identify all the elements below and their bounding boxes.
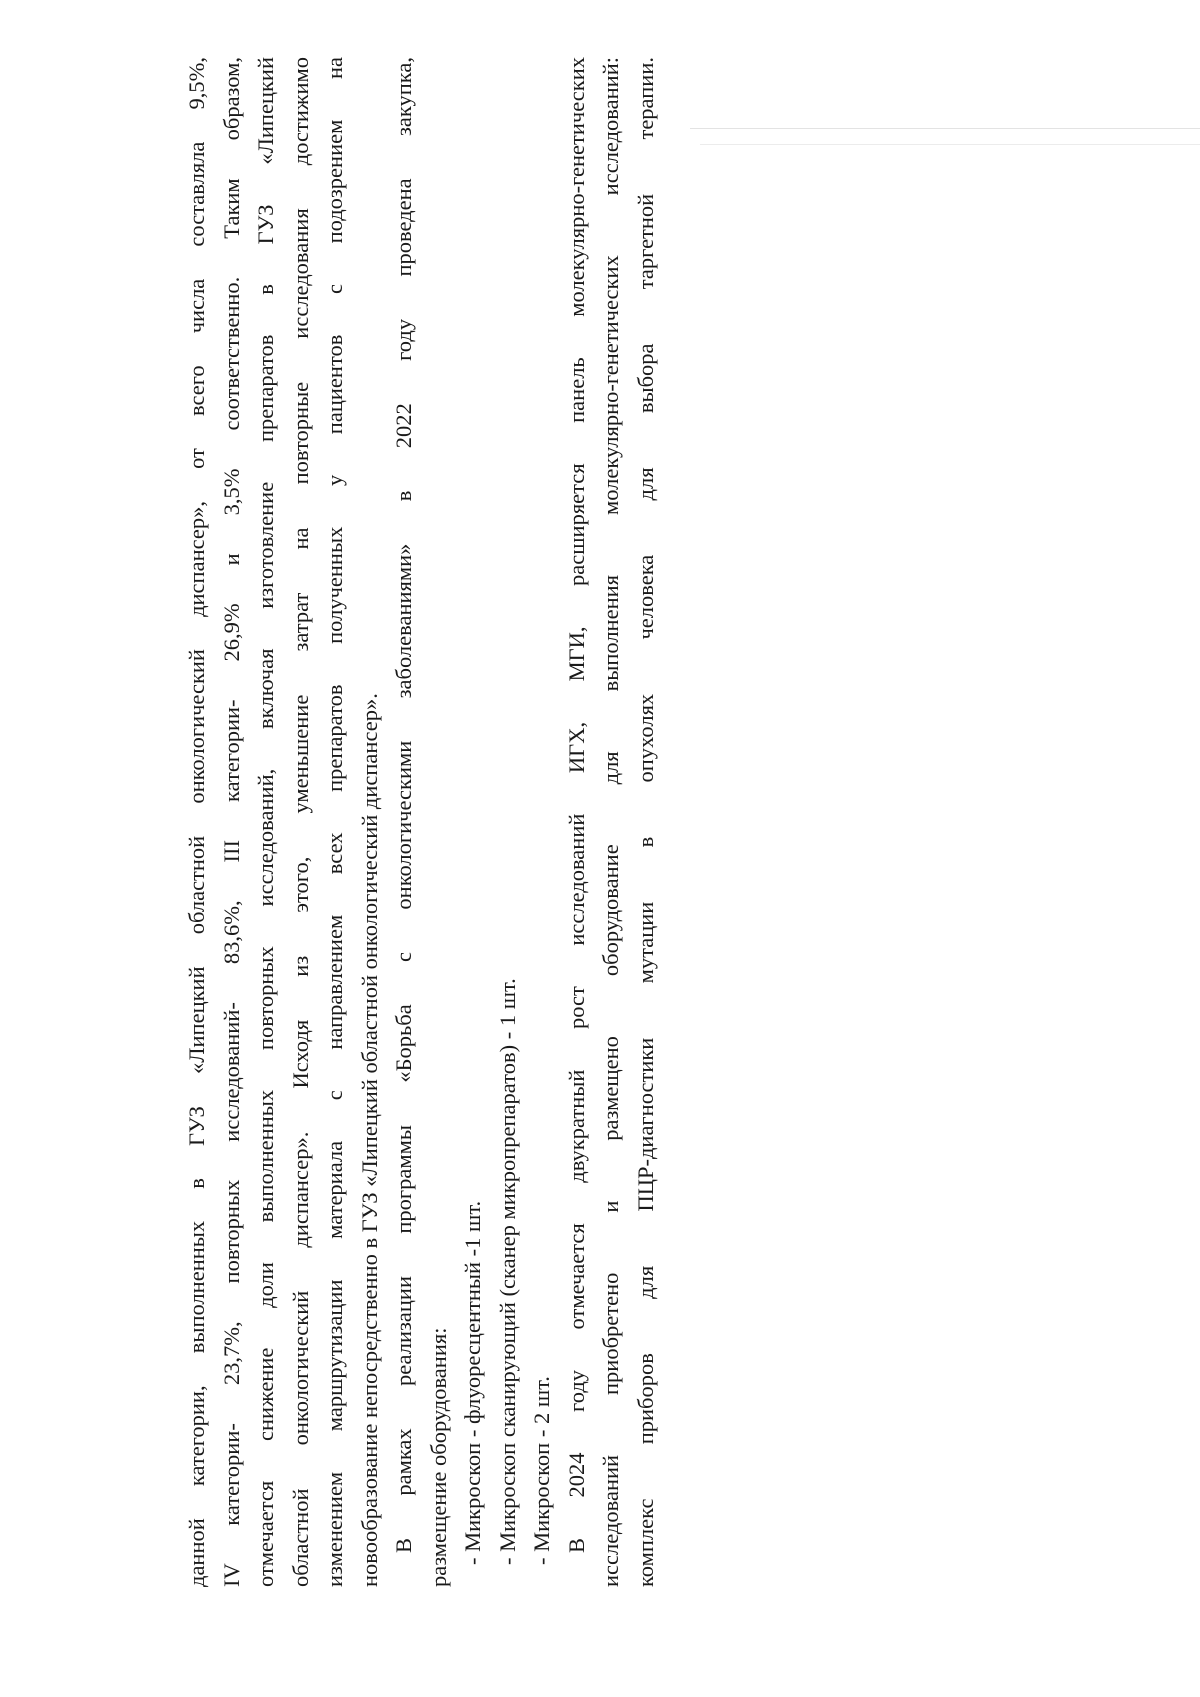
list-item: - Микроскоп сканирующий (сканер микропрепаратов) - 1 шт. [494,978,520,1565]
list-item: - Микроскоп - флуоресцентный -1 шт. [460,1200,485,1565]
text-line: исследований приобретено и размещено оборудование для выполнения молекулярно-генетических исследований: [598,57,623,1587]
list-item: - Микроскоп - 2 шт. [529,1376,554,1565]
text-line: IV категории- 23,7%, повторных исследований- 83,6%, III категории- 26,9% и 3,5% соответственно. Таким образом, [218,57,244,1587]
text-line: отмечается снижение доли выполненных повторных исследований, включая изготовление препаратов в ГУЗ «Липецкий [253,57,278,1587]
paragraph-first-line: В рамках реализации программы «Борьба с онкологическими заболеваниями» в 2022 году проведена закупка, [391,57,416,1553]
scan-artifact-line [700,144,1200,145]
text-line: изменением маршрутизации материала с направлением всех препаратов полученных у пациентов с подозрением на [322,57,347,1587]
text-line: размещение оборудования: [425,1327,451,1587]
text-line: областной онкологический диспансер». Исходя из этого, уменьшение затрат на повторные исследования достижимо [287,57,313,1587]
scan-artifact-line [690,128,1200,129]
text-line: данной категории, выполненных в ГУЗ «Липецкий областной онкологический диспансер», от всего числа составляла 9,5%, [184,57,209,1587]
paragraph-first-line: В 2024 году отмечается двукратный рост исследований ИГХ, МГИ, расширяется панель молекулярно-генетических [563,57,589,1553]
text-line: новообразование непосредственно в ГУЗ «Липецкий областной онкологический диспансер». [356,693,382,1587]
document-body [180,57,663,1587]
text-line: комплекс приборов для ПЦР-диагностики мутации в опухолях человека для выбора таргетной терапии. [632,57,658,1587]
